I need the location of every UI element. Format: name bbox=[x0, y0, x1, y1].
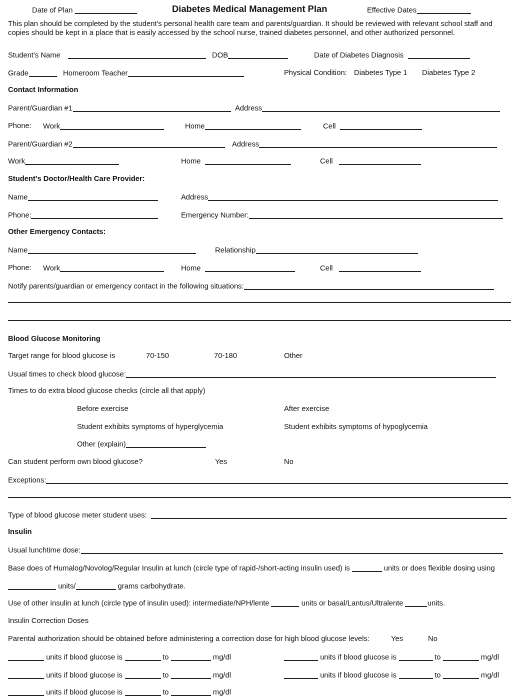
other-phone-label: Phone: bbox=[8, 263, 32, 272]
other-name-field[interactable] bbox=[28, 246, 196, 254]
parent1-phone-label: Phone: bbox=[8, 121, 32, 130]
other-home-label: Home bbox=[181, 264, 295, 272]
parent2-cell-field[interactable] bbox=[339, 157, 421, 165]
correction-from-field[interactable] bbox=[125, 671, 161, 679]
correction-to-field[interactable] bbox=[171, 671, 211, 679]
parent2-work-field[interactable] bbox=[25, 157, 119, 165]
parent1-home-label: Home bbox=[185, 122, 301, 130]
target-range-label: Target range for blood glucose is bbox=[8, 351, 116, 360]
grade-label: Grade bbox=[8, 69, 57, 77]
doctor-emergency-field[interactable] bbox=[249, 211, 503, 219]
correction-units-field[interactable] bbox=[284, 653, 318, 661]
correction-to-field[interactable] bbox=[171, 653, 211, 661]
parent1-work-field[interactable] bbox=[60, 122, 164, 130]
lunch-dose-field[interactable] bbox=[81, 546, 503, 554]
range-option-70-180[interactable]: 70-180 bbox=[214, 351, 238, 360]
effective-dates-label: Effective Dates bbox=[367, 6, 471, 14]
other-cell-label: Cell bbox=[320, 264, 421, 272]
perform-yes-option[interactable]: Yes bbox=[215, 457, 228, 466]
other-home-field[interactable] bbox=[205, 264, 295, 272]
correction-units-field[interactable] bbox=[8, 671, 44, 679]
perform-bg-label: Can student perform own blood glucose? bbox=[8, 457, 143, 466]
flex-units-field[interactable] bbox=[8, 582, 56, 590]
parent2-address-field[interactable] bbox=[259, 140, 497, 148]
relationship-label: Relationship bbox=[215, 246, 418, 254]
diabetes-type1-option[interactable]: Diabetes Type 1 bbox=[354, 68, 408, 77]
after-exercise-option[interactable]: After exercise bbox=[284, 404, 330, 413]
doctor-emergency-label: Emergency Number: bbox=[181, 211, 503, 219]
doctor-name-label: Name bbox=[8, 193, 158, 201]
correction-from-field[interactable] bbox=[399, 671, 433, 679]
parent1-cell-label: Cell bbox=[323, 122, 422, 130]
extra-checks-label: Times to do extra blood glucose checks (circle all that apply) bbox=[8, 386, 206, 395]
meter-label: Type of blood glucose meter student uses: bbox=[8, 511, 507, 519]
before-exercise-option[interactable]: Before exercise bbox=[77, 404, 129, 413]
correction-row: units if blood glucose is to mg/dl bbox=[8, 653, 231, 661]
range-option-other[interactable]: Other bbox=[284, 351, 303, 360]
correction-units-field[interactable] bbox=[8, 653, 44, 661]
parent2-cell-label: Cell bbox=[320, 157, 421, 165]
correction-from-field[interactable] bbox=[125, 653, 161, 661]
correction-units-field[interactable] bbox=[8, 688, 44, 696]
parent2-work-label: Work bbox=[8, 157, 119, 165]
homeroom-label: Homeroom Teacher bbox=[63, 69, 244, 77]
correction-units-field[interactable] bbox=[284, 671, 318, 679]
correction-from-field[interactable] bbox=[125, 688, 161, 696]
correction-row: units if blood glucose is to mg/dl bbox=[284, 671, 499, 679]
hypoglycemia-option[interactable]: Student exhibits symptoms of hypoglycemia bbox=[284, 422, 428, 431]
doctor-heading: Student's Doctor/Health Care Provider: bbox=[8, 174, 145, 183]
other-contacts-heading: Other Emergency Contacts: bbox=[8, 227, 106, 236]
parent1-home-field[interactable] bbox=[205, 122, 301, 130]
intro-paragraph: This plan should be completed by the student's personal health care team and parents/guardian. It should be reviewed with relevant school staff and copies should be kept in a place that is easily accessed by the school nurse, trained diabetes personnel, and other authorized personnel. bbox=[8, 19, 493, 37]
doctor-address-label: Address bbox=[181, 193, 498, 201]
physical-condition-label: Physical Condition: bbox=[284, 68, 347, 77]
parent2-home-label: Home bbox=[181, 157, 291, 165]
other-name-label: Name bbox=[8, 246, 196, 254]
flex-dose-label: units/ grams carbohydrate. bbox=[8, 582, 186, 590]
diagnosis-label: Date of Diabetes Diagnosis bbox=[314, 51, 470, 59]
parent1-address-field[interactable] bbox=[262, 104, 500, 112]
meter-field[interactable] bbox=[151, 511, 507, 519]
relationship-field[interactable] bbox=[256, 246, 418, 254]
base-dose-label: Base does of Humalog/Novolog/Regular Insulin at lunch (circle type of rapid-/short-acting insulin used) is units or does flexible dosing using bbox=[8, 563, 495, 573]
other-insulin-label: Use of other insulin at lunch (circle type of insulin used): intermediate/NPH/lente units or basal/Lantus/Ultralente units. bbox=[8, 598, 446, 608]
date-of-plan-label: Date of Plan bbox=[32, 6, 137, 14]
correction-row: units if blood glucose is to mg/dl bbox=[8, 671, 231, 679]
parent1-field[interactable] bbox=[73, 104, 231, 112]
other-work-field[interactable] bbox=[60, 264, 164, 272]
parent2-field[interactable] bbox=[73, 140, 225, 148]
correction-to-field[interactable] bbox=[171, 688, 211, 696]
perform-no-option[interactable]: No bbox=[284, 457, 294, 466]
doctor-phone-label: Phone: bbox=[8, 211, 158, 219]
notify-label: Notify parents/guardian or emergency contact in the following situations: bbox=[8, 282, 494, 290]
bg-heading: Blood Glucose Monitoring bbox=[8, 334, 101, 343]
insulin-heading: Insulin bbox=[8, 527, 32, 536]
correction-to-field[interactable] bbox=[443, 671, 479, 679]
exceptions-label: Exceptions: bbox=[8, 476, 508, 484]
notify-line-2[interactable] bbox=[8, 320, 511, 321]
parent1-cell-field[interactable] bbox=[340, 122, 422, 130]
nph-units-field[interactable] bbox=[271, 599, 299, 607]
diabetes-type2-option[interactable]: Diabetes Type 2 bbox=[422, 68, 476, 77]
flex-grams-field[interactable] bbox=[76, 582, 116, 590]
base-dose-units-field[interactable] bbox=[352, 564, 382, 572]
dob-label: DOB bbox=[212, 51, 288, 59]
other-explain-field[interactable] bbox=[126, 440, 206, 448]
contact-heading: Contact Information bbox=[8, 85, 79, 94]
homeroom-field[interactable] bbox=[128, 69, 244, 77]
doctor-phone-field[interactable] bbox=[31, 211, 158, 219]
parent2-address-label: Address bbox=[232, 140, 497, 148]
usual-times-label: Usual times to check blood glucose: bbox=[8, 370, 496, 378]
hyperglycemia-option[interactable]: Student exhibits symptoms of hyperglycemia bbox=[77, 422, 224, 431]
parental-no-option[interactable]: No bbox=[428, 634, 438, 643]
correction-row: units if blood glucose is to mg/dl bbox=[284, 653, 499, 661]
exceptions-field[interactable] bbox=[46, 476, 508, 484]
lunch-dose-label: Usual lunchtime dose: bbox=[8, 546, 503, 554]
other-explain-label: Other (explain) bbox=[77, 440, 206, 448]
diagnosis-field[interactable] bbox=[408, 51, 470, 59]
dob-field[interactable] bbox=[228, 51, 288, 59]
parent1-address-label: Address bbox=[235, 104, 500, 112]
correction-to-field[interactable] bbox=[443, 653, 479, 661]
doctor-address-field[interactable] bbox=[208, 193, 498, 201]
notify-line-1[interactable] bbox=[8, 302, 511, 303]
parental-yes-option[interactable]: Yes bbox=[391, 634, 404, 643]
student-name-field[interactable] bbox=[68, 51, 206, 59]
parent1-label: Parent/Guardian #1 bbox=[8, 104, 231, 112]
usual-times-field[interactable] bbox=[126, 370, 496, 378]
form-title: Diabetes Medical Management Plan bbox=[172, 4, 328, 14]
date-of-plan-field[interactable] bbox=[75, 6, 137, 14]
correction-from-field[interactable] bbox=[399, 653, 433, 661]
correction-doses-label: Insulin Correction Doses bbox=[8, 616, 89, 625]
student-name-label: Student's Name bbox=[8, 51, 206, 59]
other-cell-field[interactable] bbox=[339, 264, 421, 272]
other-work-label: Work bbox=[43, 264, 164, 272]
notify-field[interactable] bbox=[244, 282, 494, 290]
effective-dates-field[interactable] bbox=[417, 6, 471, 14]
parent2-label: Parent/Guardian #2 bbox=[8, 140, 225, 148]
range-option-70-150[interactable]: 70-150 bbox=[146, 351, 170, 360]
grade-field[interactable] bbox=[29, 69, 57, 77]
parent2-home-field[interactable] bbox=[205, 157, 291, 165]
exceptions-line-2[interactable] bbox=[8, 497, 511, 498]
parent1-work-label: Work bbox=[43, 122, 164, 130]
doctor-name-field[interactable] bbox=[28, 193, 158, 201]
parental-auth-label: Parental authorization should be obtained before administering a correction dose for high blood glucose levels: bbox=[8, 634, 370, 643]
basal-units-field[interactable] bbox=[405, 599, 427, 607]
correction-row: units if blood glucose is to mg/dl bbox=[8, 688, 231, 696]
